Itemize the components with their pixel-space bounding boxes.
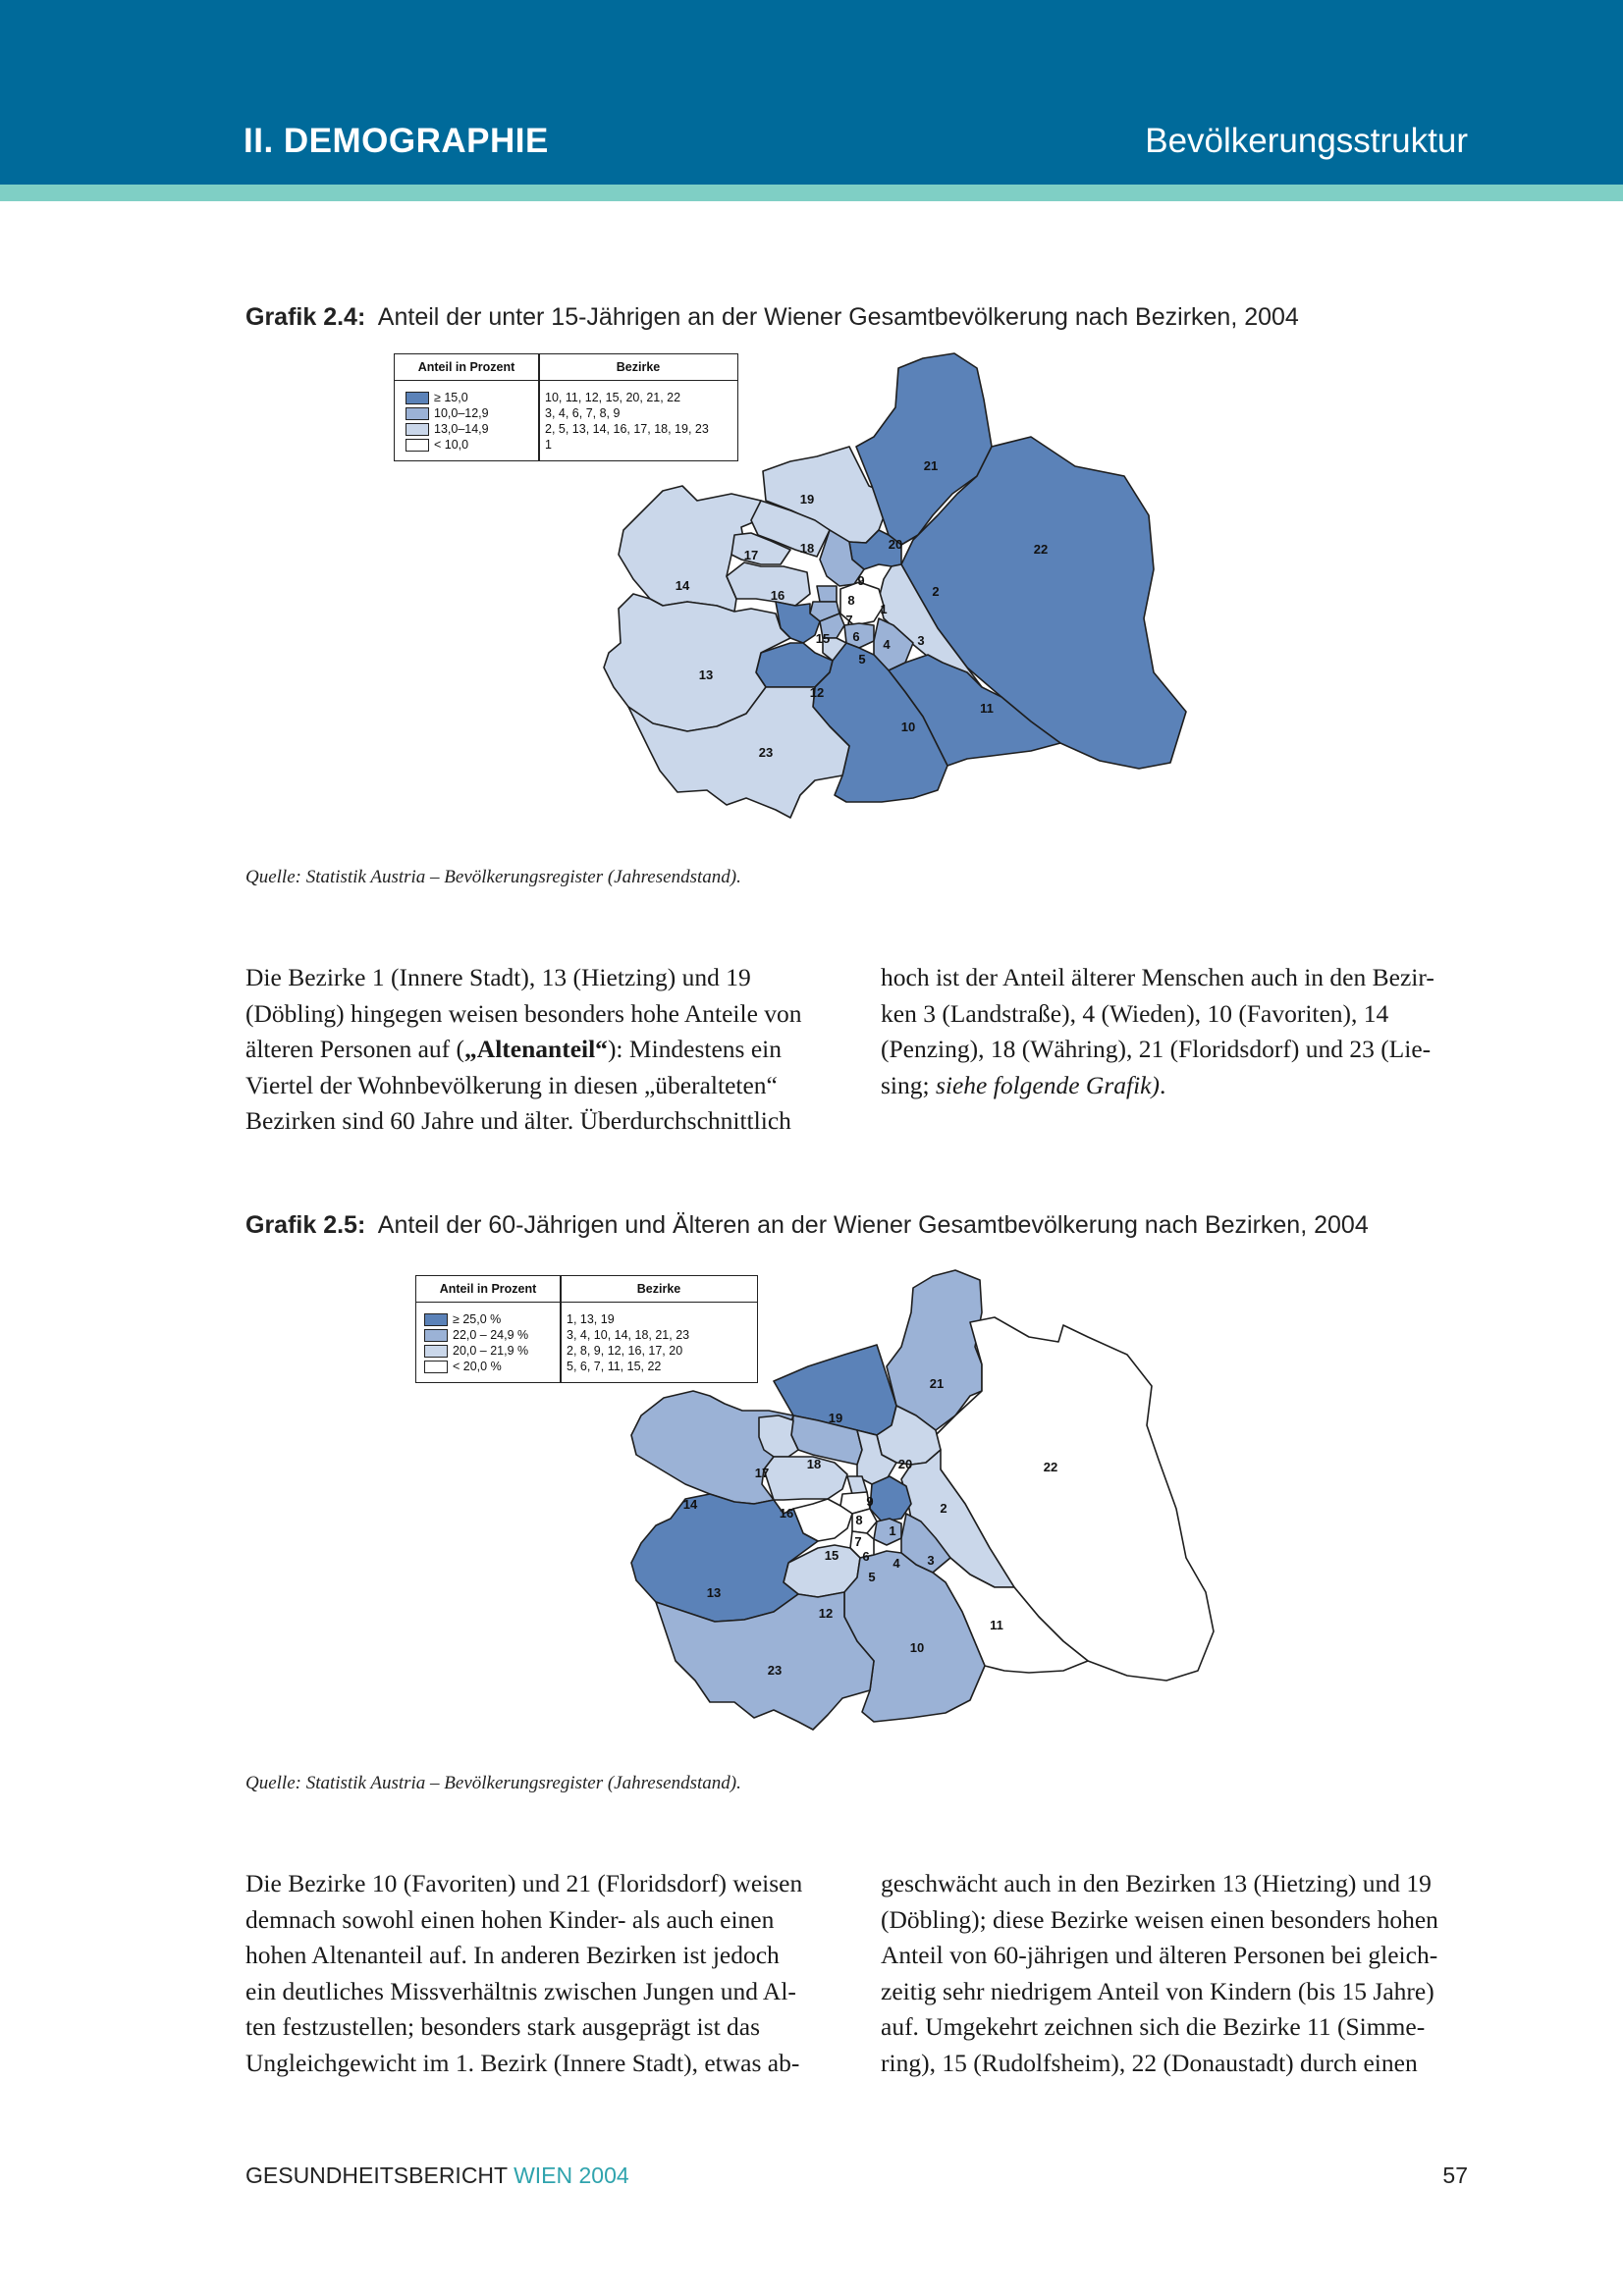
text-line: sing; siehe folgende Grafik). xyxy=(881,1070,1166,1099)
figure2-title: Anteil der 60-Jährigen und Älteren an der Wiener Gesamtbevölkerung nach Bezirken, 2004 xyxy=(377,1211,1369,1239)
label-5: 5 xyxy=(868,1570,876,1584)
label-3: 3 xyxy=(927,1553,935,1568)
label-20: 20 xyxy=(897,1457,913,1471)
label-17: 17 xyxy=(754,1466,770,1480)
legend-head-share: Anteil in Prozent xyxy=(416,1276,560,1303)
label-22: 22 xyxy=(1033,542,1049,557)
text-line: Die Bezirke 10 (Favoriten) und 21 (Floridsdorf) weisen xyxy=(245,1869,803,1897)
label-2: 2 xyxy=(940,1501,947,1516)
label-4: 4 xyxy=(883,637,891,652)
legend-districts: 2, 8, 9, 12, 16, 17, 20 xyxy=(567,1344,683,1358)
label-16: 16 xyxy=(779,1506,794,1521)
district-16 xyxy=(727,562,810,606)
label-5: 5 xyxy=(858,652,866,667)
legend-districts: 3, 4, 6, 7, 8, 9 xyxy=(545,406,621,420)
label-10: 10 xyxy=(909,1640,925,1655)
text-line: ten festzustellen; besonders stark ausgeprägt ist das xyxy=(245,2012,761,2041)
label-20: 20 xyxy=(888,537,903,552)
legend-districts: 1, 13, 19 xyxy=(567,1312,615,1326)
legend-swatch xyxy=(406,439,429,452)
label-19: 19 xyxy=(828,1411,843,1425)
legend-row: ≥ 15,0 xyxy=(406,390,468,405)
text-line: (Penzing), 18 (Währing), 21 (Floridsdorf) und 23 (Lie- xyxy=(881,1035,1432,1063)
text-line: (Döbling); diese Bezirke weisen einen besonders hohen xyxy=(881,1904,1438,1934)
para2-right xyxy=(881,1866,1470,2081)
text-line: (Döbling) hingegen weisen besonders hohe Anteile von xyxy=(245,998,802,1028)
label-19: 19 xyxy=(799,492,815,507)
label-9: 9 xyxy=(866,1494,874,1509)
label-2: 2 xyxy=(932,584,940,599)
para1-left xyxy=(245,960,835,1140)
legend-districts: 10, 11, 12, 15, 20, 21, 22 xyxy=(545,391,681,404)
label-15: 15 xyxy=(824,1548,839,1563)
label-11: 11 xyxy=(980,701,994,716)
text-line: geschwächt auch in den Bezirken 13 (Hietzing) und 19 xyxy=(881,1869,1432,1897)
text-line: ring), 15 (Rudolfsheim), 22 (Donaustadt) durch einen xyxy=(881,2048,1418,2077)
legend-swatch xyxy=(424,1345,448,1358)
label-21: 21 xyxy=(929,1376,945,1391)
label-9: 9 xyxy=(857,573,865,588)
text-line: ken 3 (Landstraße), 4 (Wieden), 10 (Favoriten), 14 xyxy=(881,998,1389,1028)
legend-swatch xyxy=(424,1313,448,1326)
figure2-label: Grafik 2.5: xyxy=(245,1211,366,1239)
label-1: 1 xyxy=(880,602,888,616)
legend-swatch xyxy=(406,423,429,436)
figure2-map xyxy=(617,1268,1245,1739)
label-1: 1 xyxy=(889,1523,896,1538)
text-line: Ungleichgewicht im 1. Bezirk (Innere Stadt), etwas ab- xyxy=(245,2048,800,2077)
footer-accent: WIEN 2004 xyxy=(514,2163,629,2188)
legend-row: 22,0 – 24,9 % xyxy=(424,1327,528,1343)
legend-swatch xyxy=(424,1329,448,1342)
text-line: älteren Personen auf („Altenanteil“): Mindestens ein xyxy=(245,1035,782,1063)
figure1-label: Grafik 2.4: xyxy=(245,303,366,331)
para1-right xyxy=(881,960,1470,1103)
label-17: 17 xyxy=(743,548,759,562)
figure1-title: Anteil der unter 15-Jährigen an der Wiener Gesamtbevölkerung nach Bezirken, 2004 xyxy=(377,303,1299,331)
label-12: 12 xyxy=(809,685,825,700)
district-17 xyxy=(759,1415,798,1457)
label-8: 8 xyxy=(855,1513,863,1527)
term-altenanteil: „Altenanteil“ xyxy=(464,1035,608,1063)
para2-left xyxy=(245,1866,835,2081)
section-title: II. DEMOGRAPHIE xyxy=(243,122,549,160)
legend-districts: 2, 5, 13, 14, 16, 17, 18, 19, 23 xyxy=(545,422,709,436)
label-7: 7 xyxy=(854,1534,862,1549)
footer-title: GESUNDHEITSBERICHT WIEN 2004 xyxy=(245,2163,629,2188)
legend-districts: 5, 6, 7, 11, 15, 22 xyxy=(567,1360,662,1373)
label-18: 18 xyxy=(799,541,815,556)
legend-districts: 1 xyxy=(545,438,552,452)
label-18: 18 xyxy=(806,1457,822,1471)
label-23: 23 xyxy=(767,1663,783,1678)
text-line: hohen Altenanteil auf. In anderen Bezirken ist jedoch xyxy=(245,1941,780,1969)
label-21: 21 xyxy=(923,458,939,473)
text-line: ein deutliches Missverhältnis zwischen Jungen und Al- xyxy=(245,1976,796,2005)
legend-swatch xyxy=(406,407,429,420)
label-6: 6 xyxy=(852,629,860,644)
label-11: 11 xyxy=(990,1618,1003,1632)
header-stripe xyxy=(0,185,1623,201)
label-14: 14 xyxy=(682,1497,698,1512)
label-12: 12 xyxy=(818,1606,834,1621)
text-line: zeitig sehr niedrigem Anteil von Kindern (bis 15 Jahre) xyxy=(881,1976,1434,2005)
text-line: Bezirken sind 60 Jahre und älter. Überdurchschnittlich xyxy=(245,1106,791,1135)
label-10: 10 xyxy=(900,720,916,734)
district-8 xyxy=(817,586,837,602)
figure1-source: Quelle: Statistik Austria – Bevölkerungsregister (Jahresendstand). xyxy=(245,867,741,887)
district-4 xyxy=(874,1519,901,1545)
legend-row: < 20,0 % xyxy=(424,1359,502,1374)
text-line: Die Bezirke 1 (Innere Stadt), 13 (Hietzing) und 19 xyxy=(245,963,751,991)
legend-row: < 10,0 xyxy=(406,437,468,453)
legend-swatch xyxy=(424,1361,448,1373)
section-subtitle: Bevölkerungsstruktur xyxy=(1145,122,1468,160)
text-line: hoch ist der Anteil älterer Menschen auch in den Bezir- xyxy=(881,963,1434,991)
text-line: auf. Umgekehrt zeichnen sich die Bezirke 11 (Simme- xyxy=(881,2012,1426,2041)
text-line: demnach sowohl einen hohen Kinder- als auch einen xyxy=(245,1904,775,1934)
page-number: 57 xyxy=(1442,2163,1468,2188)
label-13: 13 xyxy=(706,1585,722,1600)
label-7: 7 xyxy=(845,613,853,627)
legend-head-districts: Bezirke xyxy=(561,1276,757,1303)
legend-districts: 3, 4, 10, 14, 18, 21, 23 xyxy=(567,1328,690,1342)
figure2-source: Quelle: Statistik Austria – Bevölkerungsregister (Jahresendstand). xyxy=(245,1773,741,1793)
legend-row: 10,0–12,9 xyxy=(406,405,489,421)
figure-reference: siehe folgende Grafik) xyxy=(935,1070,1160,1099)
district-16 xyxy=(764,1457,847,1500)
legend-row: 13,0–14,9 xyxy=(406,421,489,437)
label-23: 23 xyxy=(758,745,774,760)
label-3: 3 xyxy=(917,633,925,648)
legend-head-districts: Bezirke xyxy=(539,354,737,381)
legend-row: 20,0 – 21,9 % xyxy=(424,1343,528,1359)
text-line: Viertel der Wohnbevölkerung in diesen „überalteten“ xyxy=(245,1070,778,1099)
label-15: 15 xyxy=(815,631,831,646)
label-8: 8 xyxy=(847,593,855,608)
label-6: 6 xyxy=(862,1549,870,1564)
figure1-map xyxy=(589,348,1217,820)
label-22: 22 xyxy=(1043,1460,1058,1474)
text-line: Anteil von 60-jährigen und älteren Personen bei gleich- xyxy=(881,1941,1438,1969)
legend-swatch xyxy=(406,392,429,404)
label-4: 4 xyxy=(893,1556,900,1571)
label-14: 14 xyxy=(675,578,690,593)
legend-head-share: Anteil in Prozent xyxy=(395,354,538,381)
figure1-caption xyxy=(245,303,1299,332)
figure2-caption xyxy=(245,1211,1369,1240)
legend-row: ≥ 25,0 % xyxy=(424,1311,501,1327)
label-16: 16 xyxy=(770,588,785,603)
label-13: 13 xyxy=(698,667,714,682)
